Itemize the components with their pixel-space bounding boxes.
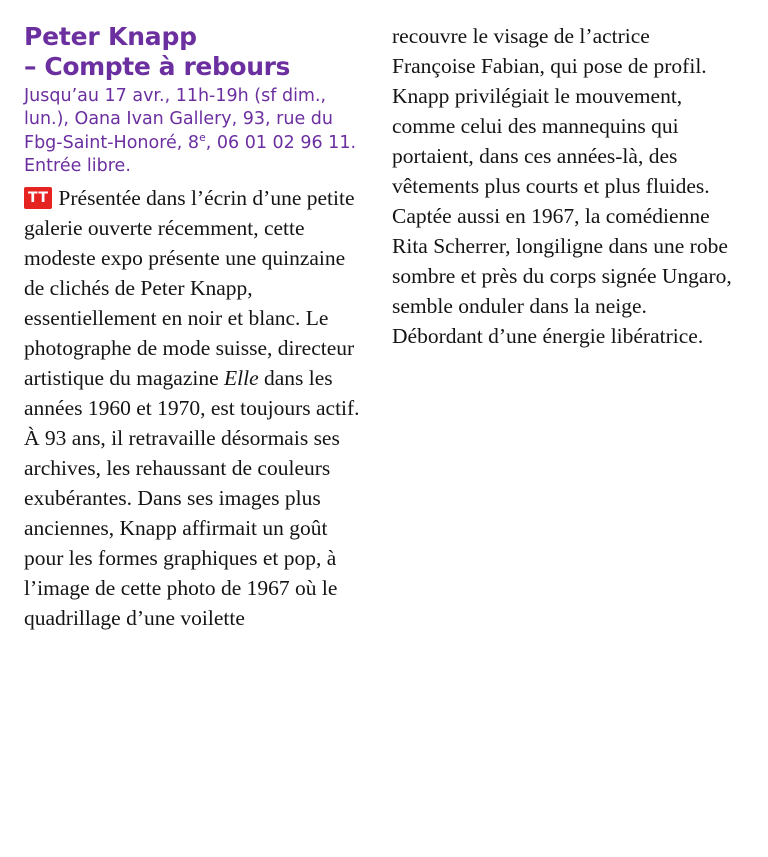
article-body-left [24, 184, 364, 634]
practical-info-text: Jusqu’au 17 avr., 11h-19h (sf dim., lun.), Oana Ivan Gallery, 93, rue du Fbg-Saint-Honoré, 8e, 06 01 02 96 11. Entrée libre. [24, 86, 357, 176]
rating-badge: TT [24, 187, 52, 209]
left-column [24, 22, 364, 634]
right-column [392, 22, 732, 352]
practical-info [24, 85, 364, 178]
article-columns [24, 22, 744, 634]
title-line-secondary: – Compte à rebours [24, 51, 291, 81]
body-left-part-2: dans les années 1960 et 1970, est toujours actif. À 93 ans, il retravaille désormais ses archives, les rehaussant de couleurs exubérantes. Dans ses images plus anciennes, Knapp affirmait un goût pour les formes graphiques et pop, à l’image de cette photo de 1967 où le quadrillage d’une voilette [24, 365, 360, 630]
title-line-primary: Peter Knapp [24, 22, 197, 51]
body-left-part-1: Présentée dans l’écrin d’une petite galerie ouverte récemment, cette modeste expo présente une quinzaine de clichés de Peter Knapp, essentiellement en noir et blanc. Le photographe de mode suisse, directeur artistique du magazine [24, 186, 355, 390]
magazine-name: Elle [224, 365, 259, 390]
article-title [24, 22, 364, 81]
article-body-right: recouvre le visage de l’actrice Françoise Fabian, qui pose de profil. Knapp privilégiait le mouvement, comme celui des mannequins qui portaient, dans ces années-là, des vêtements plus courts et plus fluides. Captée aussi en 1967, la comédienne Rita Scherrer, longiligne dans une robe sombre et près du corps signée Ungaro, semble onduler dans la neige. Débordant d’une énergie libératrice. [392, 24, 732, 348]
